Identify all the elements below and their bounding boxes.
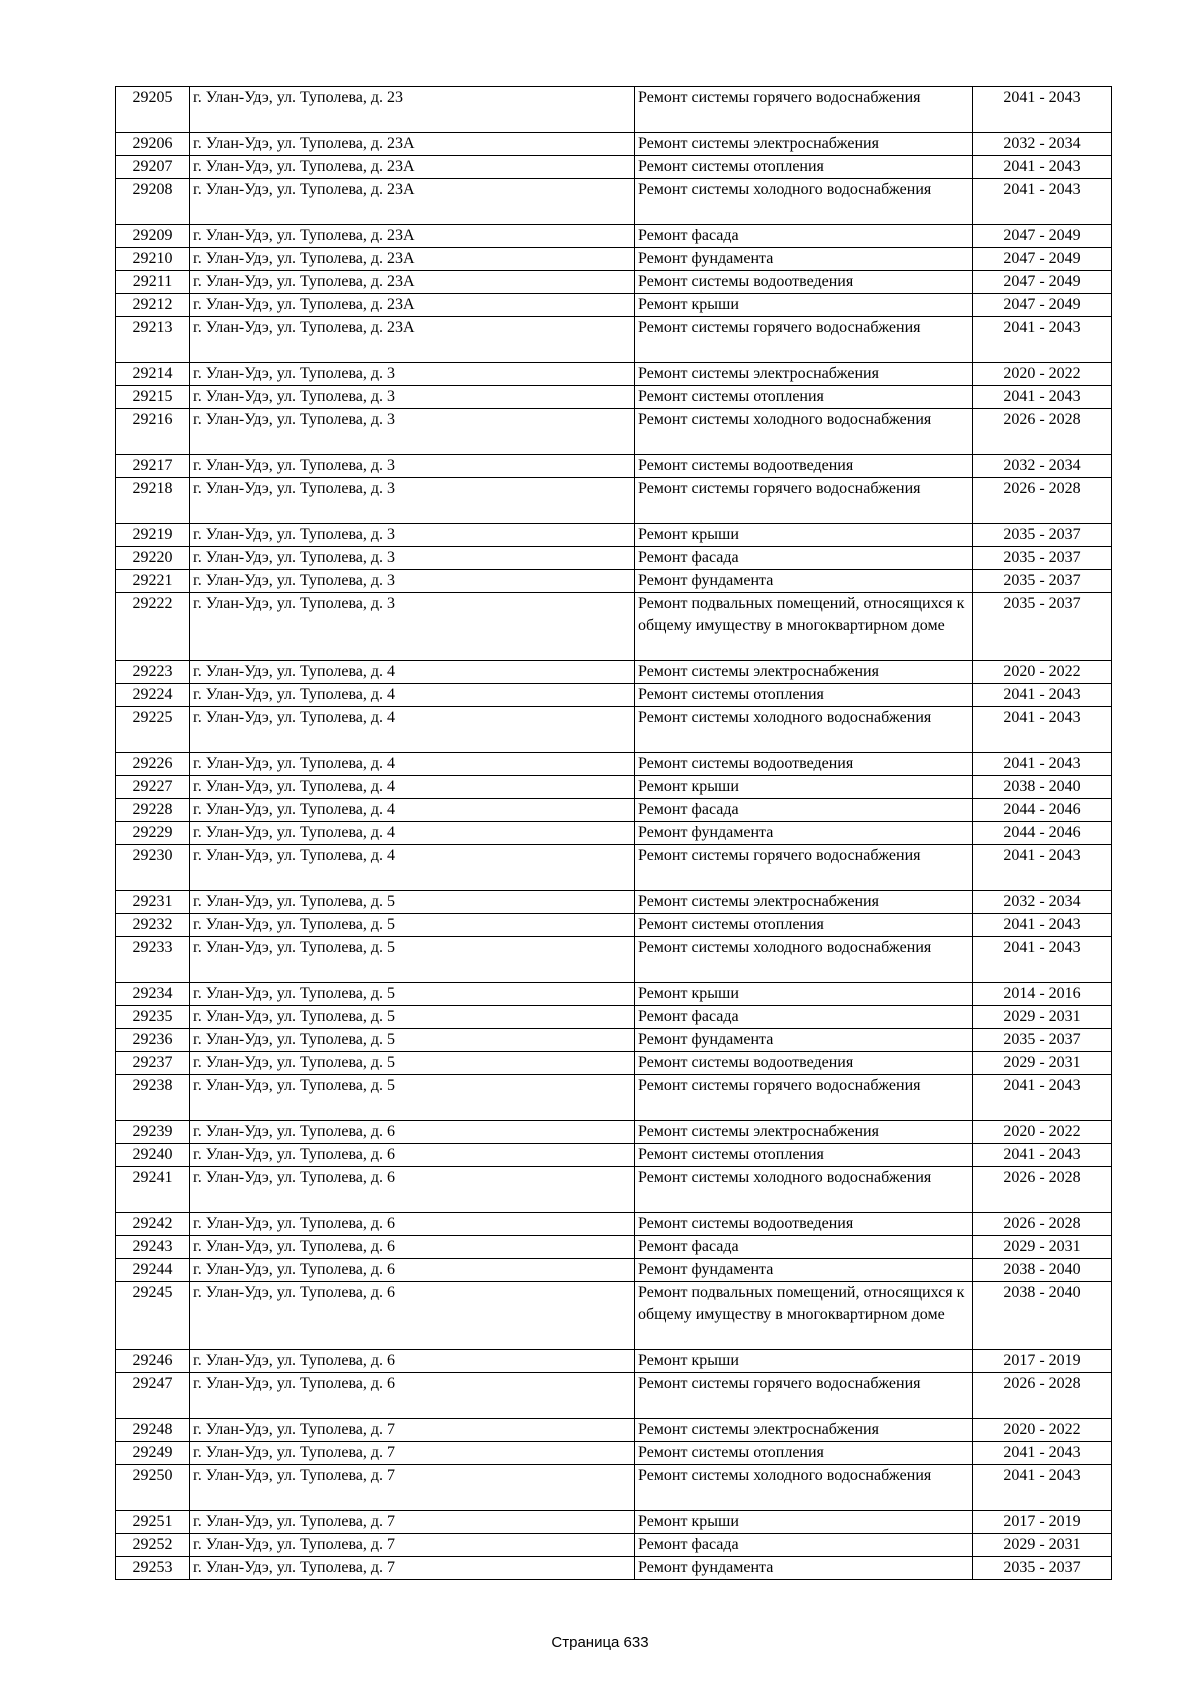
period-cell: 2029 - 2031	[973, 1236, 1112, 1259]
table-row	[116, 294, 1112, 317]
table-row	[116, 914, 1112, 937]
period-cell: 2035 - 2037	[973, 570, 1112, 593]
address-cell: г. Улан-Удэ, ул. Туполева, д. 6	[190, 1167, 635, 1213]
row-number-cell: 29249	[116, 1442, 190, 1465]
row-number-cell: 29213	[116, 317, 190, 363]
table-row	[116, 225, 1112, 248]
table-row	[116, 317, 1112, 363]
work-type-cell: Ремонт фасада	[635, 799, 973, 822]
table-row	[116, 1282, 1112, 1350]
work-type-cell: Ремонт фасада	[635, 1006, 973, 1029]
table-row	[116, 1259, 1112, 1282]
row-number-cell: 29223	[116, 661, 190, 684]
period-cell: 2041 - 2043	[973, 1442, 1112, 1465]
table-row	[116, 248, 1112, 271]
row-number-cell: 29205	[116, 87, 190, 133]
address-cell: г. Улан-Удэ, ул. Туполева, д. 3	[190, 363, 635, 386]
row-number-cell: 29247	[116, 1373, 190, 1419]
address-cell: г. Улан-Удэ, ул. Туполева, д. 5	[190, 891, 635, 914]
period-cell: 2026 - 2028	[973, 1167, 1112, 1213]
address-cell: г. Улан-Удэ, ул. Туполева, д. 23А	[190, 317, 635, 363]
address-cell: г. Улан-Удэ, ул. Туполева, д. 6	[190, 1213, 635, 1236]
work-type-cell: Ремонт системы холодного водоснабжения	[635, 409, 973, 455]
work-type-cell: Ремонт системы электроснабжения	[635, 133, 973, 156]
table-row	[116, 386, 1112, 409]
table-row	[116, 363, 1112, 386]
address-cell: г. Улан-Удэ, ул. Туполева, д. 6	[190, 1121, 635, 1144]
row-number-cell: 29229	[116, 822, 190, 845]
row-number-cell: 29248	[116, 1419, 190, 1442]
address-cell: г. Улан-Удэ, ул. Туполева, д. 3	[190, 524, 635, 547]
table-row	[116, 179, 1112, 225]
row-number-cell: 29245	[116, 1282, 190, 1350]
row-number-cell: 29209	[116, 225, 190, 248]
address-cell: г. Улан-Удэ, ул. Туполева, д. 5	[190, 914, 635, 937]
period-cell: 2035 - 2037	[973, 1029, 1112, 1052]
row-number-cell: 29215	[116, 386, 190, 409]
table-row	[116, 547, 1112, 570]
table-row	[116, 1534, 1112, 1557]
period-cell: 2041 - 2043	[973, 386, 1112, 409]
address-cell: г. Улан-Удэ, ул. Туполева, д. 4	[190, 845, 635, 891]
work-type-cell: Ремонт подвальных помещений, относящихся к общему имуществу в многоквартирном доме	[635, 593, 973, 661]
row-number-cell: 29219	[116, 524, 190, 547]
address-cell: г. Улан-Удэ, ул. Туполева, д. 23А	[190, 179, 635, 225]
work-type-cell: Ремонт фундамента	[635, 570, 973, 593]
period-cell: 2020 - 2022	[973, 1121, 1112, 1144]
row-number-cell: 29244	[116, 1259, 190, 1282]
period-cell: 2035 - 2037	[973, 593, 1112, 661]
work-type-cell: Ремонт системы отопления	[635, 914, 973, 937]
address-cell: г. Улан-Удэ, ул. Туполева, д. 5	[190, 1052, 635, 1075]
work-type-cell: Ремонт системы горячего водоснабжения	[635, 317, 973, 363]
period-cell: 2032 - 2034	[973, 455, 1112, 478]
row-number-cell: 29235	[116, 1006, 190, 1029]
table-row	[116, 891, 1112, 914]
table-row	[116, 1442, 1112, 1465]
address-cell: г. Улан-Удэ, ул. Туполева, д. 5	[190, 1029, 635, 1052]
address-cell: г. Улан-Удэ, ул. Туполева, д. 6	[190, 1350, 635, 1373]
period-cell: 2038 - 2040	[973, 1282, 1112, 1350]
period-cell: 2035 - 2037	[973, 524, 1112, 547]
row-number-cell: 29237	[116, 1052, 190, 1075]
address-cell: г. Улан-Удэ, ул. Туполева, д. 7	[190, 1511, 635, 1534]
work-type-cell: Ремонт фундамента	[635, 1259, 973, 1282]
work-type-cell: Ремонт системы водоотведения	[635, 1052, 973, 1075]
work-type-cell: Ремонт подвальных помещений, относящихся к общему имуществу в многоквартирном доме	[635, 1282, 973, 1350]
address-cell: г. Улан-Удэ, ул. Туполева, д. 4	[190, 799, 635, 822]
table-row	[116, 1236, 1112, 1259]
work-type-cell: Ремонт системы электроснабжения	[635, 661, 973, 684]
row-number-cell: 29222	[116, 593, 190, 661]
table-row	[116, 1213, 1112, 1236]
address-cell: г. Улан-Удэ, ул. Туполева, д. 3	[190, 593, 635, 661]
period-cell: 2041 - 2043	[973, 753, 1112, 776]
address-cell: г. Улан-Удэ, ул. Туполева, д. 5	[190, 1006, 635, 1029]
period-cell: 2044 - 2046	[973, 822, 1112, 845]
table-row	[116, 937, 1112, 983]
work-type-cell: Ремонт системы отопления	[635, 684, 973, 707]
table-row	[116, 455, 1112, 478]
row-number-cell: 29252	[116, 1534, 190, 1557]
period-cell: 2041 - 2043	[973, 1075, 1112, 1121]
work-type-cell: Ремонт фундамента	[635, 1557, 973, 1580]
period-cell: 2017 - 2019	[973, 1511, 1112, 1534]
row-number-cell: 29240	[116, 1144, 190, 1167]
row-number-cell: 29208	[116, 179, 190, 225]
row-number-cell: 29224	[116, 684, 190, 707]
address-cell: г. Улан-Удэ, ул. Туполева, д. 4	[190, 661, 635, 684]
row-number-cell: 29233	[116, 937, 190, 983]
table-row	[116, 156, 1112, 179]
table-row	[116, 1121, 1112, 1144]
row-number-cell: 29236	[116, 1029, 190, 1052]
work-type-cell: Ремонт системы водоотведения	[635, 1213, 973, 1236]
table-row	[116, 524, 1112, 547]
table-row	[116, 799, 1112, 822]
row-number-cell: 29230	[116, 845, 190, 891]
row-number-cell: 29234	[116, 983, 190, 1006]
work-type-cell: Ремонт системы отопления	[635, 1442, 973, 1465]
period-cell: 2041 - 2043	[973, 937, 1112, 983]
table-row	[116, 87, 1112, 133]
address-cell: г. Улан-Удэ, ул. Туполева, д. 6	[190, 1259, 635, 1282]
table-row	[116, 776, 1112, 799]
address-cell: г. Улан-Удэ, ул. Туполева, д. 7	[190, 1557, 635, 1580]
row-number-cell: 29251	[116, 1511, 190, 1534]
table-row	[116, 845, 1112, 891]
table-body	[116, 87, 1112, 1580]
work-type-cell: Ремонт системы электроснабжения	[635, 1121, 973, 1144]
table-row	[116, 409, 1112, 455]
period-cell: 2026 - 2028	[973, 409, 1112, 455]
work-type-cell: Ремонт фундамента	[635, 248, 973, 271]
period-cell: 2041 - 2043	[973, 1465, 1112, 1511]
table-row	[116, 570, 1112, 593]
table-row	[116, 1006, 1112, 1029]
address-cell: г. Улан-Удэ, ул. Туполева, д. 4	[190, 753, 635, 776]
work-type-cell: Ремонт системы холодного водоснабжения	[635, 937, 973, 983]
table-row	[116, 1350, 1112, 1373]
work-type-cell: Ремонт системы отопления	[635, 386, 973, 409]
table-row	[116, 1419, 1112, 1442]
period-cell: 2041 - 2043	[973, 317, 1112, 363]
table-row	[116, 271, 1112, 294]
period-cell: 2017 - 2019	[973, 1350, 1112, 1373]
period-cell: 2041 - 2043	[973, 914, 1112, 937]
period-cell: 2029 - 2031	[973, 1052, 1112, 1075]
table-row	[116, 684, 1112, 707]
row-number-cell: 29218	[116, 478, 190, 524]
work-type-cell: Ремонт фасада	[635, 1236, 973, 1259]
address-cell: г. Улан-Удэ, ул. Туполева, д. 5	[190, 1075, 635, 1121]
address-cell: г. Улан-Удэ, ул. Туполева, д. 7	[190, 1465, 635, 1511]
row-number-cell: 29238	[116, 1075, 190, 1121]
period-cell: 2026 - 2028	[973, 1373, 1112, 1419]
period-cell: 2041 - 2043	[973, 156, 1112, 179]
table-row	[116, 1144, 1112, 1167]
work-type-cell: Ремонт крыши	[635, 1350, 973, 1373]
row-number-cell: 29227	[116, 776, 190, 799]
row-number-cell: 29242	[116, 1213, 190, 1236]
address-cell: г. Улан-Удэ, ул. Туполева, д. 6	[190, 1144, 635, 1167]
row-number-cell: 29216	[116, 409, 190, 455]
work-type-cell: Ремонт системы электроснабжения	[635, 1419, 973, 1442]
work-type-cell: Ремонт фасада	[635, 225, 973, 248]
address-cell: г. Улан-Удэ, ул. Туполева, д. 6	[190, 1236, 635, 1259]
address-cell: г. Улан-Удэ, ул. Туполева, д. 4	[190, 684, 635, 707]
row-number-cell: 29211	[116, 271, 190, 294]
work-type-cell: Ремонт фасада	[635, 547, 973, 570]
address-cell: г. Улан-Удэ, ул. Туполева, д. 3	[190, 455, 635, 478]
period-cell: 2020 - 2022	[973, 1419, 1112, 1442]
period-cell: 2020 - 2022	[973, 363, 1112, 386]
address-cell: г. Улан-Удэ, ул. Туполева, д. 23А	[190, 271, 635, 294]
row-number-cell: 29246	[116, 1350, 190, 1373]
work-type-cell: Ремонт крыши	[635, 776, 973, 799]
table-row	[116, 1029, 1112, 1052]
row-number-cell: 29212	[116, 294, 190, 317]
table-row	[116, 593, 1112, 661]
period-cell: 2047 - 2049	[973, 225, 1112, 248]
address-cell: г. Улан-Удэ, ул. Туполева, д. 7	[190, 1419, 635, 1442]
row-number-cell: 29210	[116, 248, 190, 271]
table-row	[116, 478, 1112, 524]
period-cell: 2035 - 2037	[973, 1557, 1112, 1580]
table-row	[116, 983, 1112, 1006]
work-type-cell: Ремонт системы холодного водоснабжения	[635, 1465, 973, 1511]
period-cell: 2041 - 2043	[973, 845, 1112, 891]
row-number-cell: 29226	[116, 753, 190, 776]
period-cell: 2029 - 2031	[973, 1534, 1112, 1557]
address-cell: г. Улан-Удэ, ул. Туполева, д. 3	[190, 570, 635, 593]
work-type-cell: Ремонт системы отопления	[635, 1144, 973, 1167]
work-type-cell: Ремонт системы холодного водоснабжения	[635, 1167, 973, 1213]
period-cell: 2038 - 2040	[973, 1259, 1112, 1282]
address-cell: г. Улан-Удэ, ул. Туполева, д. 7	[190, 1442, 635, 1465]
table-row	[116, 753, 1112, 776]
address-cell: г. Улан-Удэ, ул. Туполева, д. 3	[190, 386, 635, 409]
row-number-cell: 29239	[116, 1121, 190, 1144]
row-number-cell: 29232	[116, 914, 190, 937]
address-cell: г. Улан-Удэ, ул. Туполева, д. 3	[190, 478, 635, 524]
table-row	[116, 822, 1112, 845]
work-type-cell: Ремонт системы водоотведения	[635, 271, 973, 294]
work-type-cell: Ремонт системы водоотведения	[635, 455, 973, 478]
work-type-cell: Ремонт фундамента	[635, 822, 973, 845]
table-row	[116, 1557, 1112, 1580]
period-cell: 2041 - 2043	[973, 87, 1112, 133]
period-cell: 2020 - 2022	[973, 661, 1112, 684]
work-type-cell: Ремонт фасада	[635, 1534, 973, 1557]
page-number: Страница 633	[551, 1634, 649, 1651]
work-type-cell: Ремонт системы холодного водоснабжения	[635, 179, 973, 225]
row-number-cell: 29207	[116, 156, 190, 179]
period-cell: 2041 - 2043	[973, 707, 1112, 753]
period-cell: 2038 - 2040	[973, 776, 1112, 799]
table-row	[116, 661, 1112, 684]
address-cell: г. Улан-Удэ, ул. Туполева, д. 23А	[190, 225, 635, 248]
row-number-cell: 29225	[116, 707, 190, 753]
row-number-cell: 29228	[116, 799, 190, 822]
period-cell: 2047 - 2049	[973, 294, 1112, 317]
period-cell: 2047 - 2049	[973, 248, 1112, 271]
table-row	[116, 1075, 1112, 1121]
table-row	[116, 1167, 1112, 1213]
period-cell: 2041 - 2043	[973, 179, 1112, 225]
work-type-cell: Ремонт крыши	[635, 524, 973, 547]
period-cell: 2041 - 2043	[973, 1144, 1112, 1167]
address-cell: г. Улан-Удэ, ул. Туполева, д. 23А	[190, 156, 635, 179]
address-cell: г. Улан-Удэ, ул. Туполева, д. 23А	[190, 248, 635, 271]
address-cell: г. Улан-Удэ, ул. Туполева, д. 4	[190, 707, 635, 753]
period-cell: 2044 - 2046	[973, 799, 1112, 822]
period-cell: 2047 - 2049	[973, 271, 1112, 294]
period-cell: 2026 - 2028	[973, 478, 1112, 524]
address-cell: г. Улан-Удэ, ул. Туполева, д. 23А	[190, 294, 635, 317]
row-number-cell: 29231	[116, 891, 190, 914]
row-number-cell: 29241	[116, 1167, 190, 1213]
work-type-cell: Ремонт системы горячего водоснабжения	[635, 1075, 973, 1121]
address-cell: г. Улан-Удэ, ул. Туполева, д. 7	[190, 1534, 635, 1557]
table-row	[116, 1511, 1112, 1534]
work-type-cell: Ремонт системы горячего водоснабжения	[635, 478, 973, 524]
table-row	[116, 707, 1112, 753]
work-type-cell: Ремонт системы горячего водоснабжения	[635, 87, 973, 133]
address-cell: г. Улан-Удэ, ул. Туполева, д. 3	[190, 547, 635, 570]
work-type-cell: Ремонт системы отопления	[635, 156, 973, 179]
period-cell: 2032 - 2034	[973, 891, 1112, 914]
address-cell: г. Улан-Удэ, ул. Туполева, д. 23А	[190, 133, 635, 156]
work-type-cell: Ремонт системы горячего водоснабжения	[635, 1373, 973, 1419]
address-cell: г. Улан-Удэ, ул. Туполева, д. 3	[190, 409, 635, 455]
work-type-cell: Ремонт крыши	[635, 294, 973, 317]
table-row	[116, 1052, 1112, 1075]
table-row	[116, 1465, 1112, 1511]
work-type-cell: Ремонт системы электроснабжения	[635, 363, 973, 386]
row-number-cell: 29253	[116, 1557, 190, 1580]
row-number-cell: 29250	[116, 1465, 190, 1511]
period-cell: 2026 - 2028	[973, 1213, 1112, 1236]
row-number-cell: 29243	[116, 1236, 190, 1259]
work-type-cell: Ремонт системы электроснабжения	[635, 891, 973, 914]
address-cell: г. Улан-Удэ, ул. Туполева, д. 4	[190, 776, 635, 799]
work-type-cell: Ремонт фундамента	[635, 1029, 973, 1052]
work-type-cell: Ремонт системы холодного водоснабжения	[635, 707, 973, 753]
period-cell: 2041 - 2043	[973, 684, 1112, 707]
address-cell: г. Улан-Удэ, ул. Туполева, д. 6	[190, 1373, 635, 1419]
row-number-cell: 29220	[116, 547, 190, 570]
period-cell: 2029 - 2031	[973, 1006, 1112, 1029]
repair-schedule-table	[115, 86, 1112, 1580]
work-type-cell: Ремонт системы водоотведения	[635, 753, 973, 776]
period-cell: 2035 - 2037	[973, 547, 1112, 570]
row-number-cell: 29206	[116, 133, 190, 156]
work-type-cell: Ремонт крыши	[635, 1511, 973, 1534]
table-row	[116, 133, 1112, 156]
table-row	[116, 1373, 1112, 1419]
work-type-cell: Ремонт крыши	[635, 983, 973, 1006]
address-cell: г. Улан-Удэ, ул. Туполева, д. 5	[190, 983, 635, 1006]
period-cell: 2014 - 2016	[973, 983, 1112, 1006]
row-number-cell: 29221	[116, 570, 190, 593]
period-cell: 2032 - 2034	[973, 133, 1112, 156]
address-cell: г. Улан-Удэ, ул. Туполева, д. 4	[190, 822, 635, 845]
address-cell: г. Улан-Удэ, ул. Туполева, д. 23	[190, 87, 635, 133]
work-type-cell: Ремонт системы горячего водоснабжения	[635, 845, 973, 891]
row-number-cell: 29217	[116, 455, 190, 478]
address-cell: г. Улан-Удэ, ул. Туполева, д. 6	[190, 1282, 635, 1350]
address-cell: г. Улан-Удэ, ул. Туполева, д. 5	[190, 937, 635, 983]
row-number-cell: 29214	[116, 363, 190, 386]
